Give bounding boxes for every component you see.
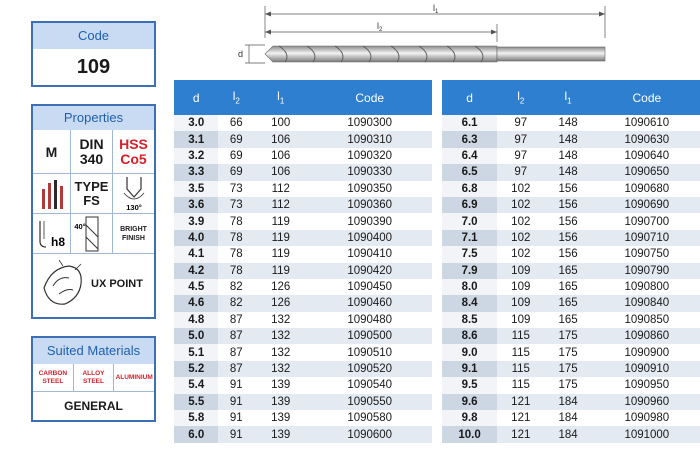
cell-l1: 100 (271, 117, 291, 130)
cell-d: 9.1 (442, 361, 497, 377)
col-code: Code (592, 80, 700, 115)
cell-code: 1090350 (347, 182, 393, 195)
cell-d: 6.0 (174, 426, 218, 442)
table-row (174, 361, 432, 377)
table-row (442, 164, 700, 180)
cell-d: 7.1 (442, 230, 497, 246)
tolerance-icon (34, 215, 70, 253)
table-row (174, 328, 432, 344)
table-row (174, 295, 432, 311)
cell-d: 5.2 (174, 361, 218, 377)
drill-drawing (235, 2, 615, 74)
table-row (442, 426, 700, 442)
cell-code: 1090300 (347, 117, 393, 130)
cell-l2: 109 (511, 313, 531, 326)
cell-code: 1090610 (624, 117, 670, 130)
finish-cell (113, 214, 154, 254)
cell-l1: 132 (271, 313, 291, 326)
helix-angle-cell (71, 214, 113, 254)
cell-d: 3.0 (174, 115, 218, 131)
cell-l2: 109 (497, 295, 544, 311)
cell-code: 1090950 (624, 379, 670, 392)
cell-l2: 66 (229, 117, 243, 130)
cell-l2: 115 (511, 346, 530, 359)
cell-d: 10.0 (442, 426, 497, 442)
cell-l2: 109 (497, 263, 544, 279)
cell-l1: 184 (544, 394, 591, 410)
cell-l2: 87 (218, 361, 254, 377)
table-row (442, 410, 700, 426)
cell-l1: 156 (558, 182, 578, 195)
cell-d: 5.8 (174, 410, 218, 426)
cell-d: 4.1 (174, 246, 218, 262)
col-l2-letter: l (517, 89, 520, 104)
cell-code: 1090600 (307, 426, 432, 442)
cell-l1: 119 (271, 215, 290, 228)
cell-d: 3.1 (174, 131, 218, 147)
cell-code: 1090850 (624, 313, 670, 326)
cell-code: 1090480 (347, 313, 393, 326)
size-table-right (442, 80, 700, 443)
cell-code: 1090580 (347, 412, 393, 425)
table-row (442, 181, 700, 197)
cell-d: 6.3 (442, 131, 497, 147)
table-row (442, 197, 700, 213)
cell-d: 3.9 (174, 213, 218, 229)
table-row (174, 230, 432, 246)
l1-letter: l (433, 3, 435, 13)
cell-l1: 175 (544, 328, 591, 344)
cell-l1: 156 (558, 215, 578, 228)
cell-l2: 115 (497, 328, 544, 344)
col-code: Code (307, 80, 432, 115)
table-row (442, 148, 700, 164)
col-d: d (174, 80, 218, 115)
cell-d: 6.5 (442, 164, 497, 180)
table-row (442, 361, 700, 377)
cell-d: 3.6 (174, 197, 218, 213)
col-l1-sub: 1 (567, 96, 572, 106)
cell-l1: 126 (271, 281, 291, 294)
cell-l2: 78 (229, 215, 243, 228)
table-header-row (174, 80, 432, 115)
cobalt-label: Co5 (120, 150, 147, 167)
din-cell (71, 130, 113, 174)
cell-d: 5.0 (174, 328, 218, 344)
cell-d: 7.9 (442, 263, 497, 279)
material-cell (33, 130, 71, 174)
table-row (442, 115, 700, 131)
cell-l2: 102 (511, 248, 531, 261)
materials-row (33, 364, 154, 392)
size-table-left (174, 80, 432, 443)
cell-code: 1090750 (624, 248, 670, 261)
cell-l2: 102 (497, 197, 544, 213)
cell-d: 9.5 (442, 377, 497, 393)
cell-d: 7.5 (442, 246, 497, 262)
cell-l2: 91 (229, 412, 243, 425)
cell-code: 1090630 (592, 131, 700, 147)
cell-code: 1090360 (307, 197, 432, 213)
table-row (174, 197, 432, 213)
cell-l1: 106 (254, 164, 307, 180)
cell-code: 1090800 (624, 281, 670, 294)
cell-d: 6.1 (442, 115, 497, 131)
cell-l2: 97 (514, 117, 528, 130)
point-angle-icon (115, 175, 153, 213)
table-row (174, 377, 432, 393)
col-l1 (254, 80, 307, 115)
cell-l1: 119 (271, 248, 290, 261)
cell-code: 1090540 (347, 379, 393, 392)
table-row (174, 263, 432, 279)
cell-d: 3.3 (174, 164, 218, 180)
type-value: FS (83, 192, 100, 208)
cell-l2: 87 (229, 313, 243, 326)
cell-d: 4.0 (174, 230, 218, 246)
cell-l1: 165 (544, 295, 591, 311)
cell-l2: 102 (497, 230, 544, 246)
cell-l2: 73 (229, 182, 243, 195)
table-row (174, 312, 432, 328)
properties-grid (33, 130, 154, 317)
material-carbon: CARBON (38, 369, 68, 377)
cell-l1: 139 (271, 412, 291, 425)
suited-materials-header: Suited Materials (33, 338, 154, 364)
table-row (174, 410, 432, 426)
col-l1-sub: 1 (279, 96, 285, 106)
cell-code: 1090980 (624, 412, 670, 425)
material-alloy-steel (74, 364, 115, 391)
table-row (442, 279, 700, 295)
cell-code: 1090700 (624, 215, 670, 228)
cell-l2: 78 (229, 248, 243, 261)
cell-l1: 112 (271, 182, 290, 195)
cell-code: 1090450 (347, 281, 393, 294)
cell-d: 8.5 (442, 312, 497, 328)
cell-l1: 148 (558, 149, 578, 162)
cell-l1: 139 (254, 426, 307, 442)
product-code: 109 (76, 56, 111, 78)
col-l2-sub: 2 (519, 96, 525, 106)
l2-sub: 2 (379, 27, 383, 33)
ux-point-icon (39, 258, 89, 314)
properties-header: Properties (33, 106, 154, 130)
table-row (442, 246, 700, 262)
cell-l2: 82 (218, 295, 254, 311)
cell-l2: 78 (218, 263, 254, 279)
cell-d: 3.2 (174, 148, 218, 164)
cell-l1: 148 (544, 131, 591, 147)
cell-l1: 148 (558, 117, 578, 130)
cell-l1: 156 (544, 197, 591, 213)
cell-code: 1090680 (624, 182, 670, 195)
cell-l1: 139 (254, 394, 307, 410)
cell-d: 4.2 (174, 263, 218, 279)
table-row (174, 344, 432, 360)
material-label: M (45, 143, 58, 160)
cell-l2: 69 (218, 164, 254, 180)
cell-l1: 132 (271, 346, 291, 359)
cell-l1: 148 (544, 164, 591, 180)
tolerance-text: h8 (50, 234, 65, 249)
cell-l1: 184 (544, 426, 591, 442)
drill-lengths-icon (33, 174, 71, 214)
helix-angle-icon (72, 215, 112, 253)
cell-d: 6.9 (442, 197, 497, 213)
cell-code: 1090500 (307, 328, 432, 344)
din-label: DIN (79, 135, 104, 152)
cell-code: 1090460 (307, 295, 432, 311)
cell-code: 1090900 (624, 346, 670, 359)
table-row (174, 394, 432, 410)
cell-l2: 97 (497, 164, 544, 180)
material-aluminium-label: ALUMINIUM (115, 373, 153, 381)
hss-label: HSS (119, 135, 148, 152)
cell-l2: 121 (511, 412, 531, 425)
cell-l2: 69 (229, 149, 243, 162)
col-l1-letter: l (564, 89, 568, 104)
cell-d: 7.0 (442, 213, 497, 229)
cell-d: 9.6 (442, 394, 497, 410)
cell-l1: 106 (254, 131, 307, 147)
point-type-label: UX POINT (91, 278, 143, 290)
table-row (174, 181, 432, 197)
cell-code: 1090910 (592, 361, 700, 377)
l1-label (433, 3, 439, 15)
cell-l2: 121 (497, 394, 544, 410)
cell-d: 4.8 (174, 312, 218, 328)
col-l2-sub: 2 (235, 96, 240, 106)
col-l2 (218, 80, 254, 115)
code-box (31, 21, 156, 87)
table-row (174, 246, 432, 262)
cell-l2: 102 (511, 215, 531, 228)
cell-l1: 106 (271, 149, 291, 162)
cell-l2: 91 (218, 394, 254, 410)
cell-l2: 87 (229, 346, 243, 359)
cell-code: 1090390 (347, 215, 393, 228)
col-l1 (544, 80, 591, 115)
table-row (442, 377, 700, 393)
col-d: d (442, 80, 497, 115)
cell-l1: 126 (254, 295, 307, 311)
cell-l1: 175 (558, 379, 578, 392)
cell-l1: 165 (558, 313, 578, 326)
table-row (442, 263, 700, 279)
code-box-header: Code (33, 23, 154, 49)
cell-l2: 69 (218, 131, 254, 147)
cell-code: 1090520 (307, 361, 432, 377)
cell-l2: 87 (218, 328, 254, 344)
material-alloy: ALLOY (82, 369, 105, 377)
properties-box (31, 104, 156, 319)
cell-d: 9.0 (442, 344, 497, 360)
table-row (442, 213, 700, 229)
cell-code: 1090690 (592, 197, 700, 213)
table-row (174, 279, 432, 295)
table-row (442, 295, 700, 311)
cell-code: 1091000 (592, 426, 700, 442)
finish-label-2: FINISH (122, 234, 145, 242)
cell-d: 8.4 (442, 295, 497, 311)
cell-code: 1090650 (592, 164, 700, 180)
cell-l1: 119 (254, 263, 307, 279)
l2-label (377, 21, 383, 33)
cell-code: 1090320 (347, 149, 393, 162)
cell-d: 9.8 (442, 410, 497, 426)
cell-code: 1090310 (307, 131, 432, 147)
cell-d: 5.4 (174, 377, 218, 393)
general-label: GENERAL (64, 399, 123, 413)
point-angle-cell (113, 174, 154, 214)
cell-l1: 184 (558, 412, 578, 425)
cell-d: 5.5 (174, 394, 218, 410)
cell-code: 1090410 (347, 248, 393, 261)
material-aluminium (114, 364, 154, 391)
table-row (174, 148, 432, 164)
cell-l2: 78 (218, 230, 254, 246)
cell-code: 1090550 (307, 394, 432, 410)
cell-l2: 73 (218, 197, 254, 213)
table-row (442, 312, 700, 328)
cell-d: 8.0 (442, 279, 497, 295)
cell-l2: 121 (497, 426, 544, 442)
point-angle-text: 130° (125, 202, 142, 212)
hss-cell (113, 130, 154, 174)
table-header-row (442, 80, 700, 115)
cell-d: 3.5 (174, 181, 218, 197)
cell-code: 1090710 (592, 230, 700, 246)
table-row (174, 115, 432, 131)
col-l2-letter: l (232, 89, 236, 104)
suited-materials-box (31, 336, 156, 422)
cell-code: 1090510 (347, 346, 393, 359)
table-row (442, 131, 700, 147)
cell-l1: 165 (558, 281, 578, 294)
table-row (174, 164, 432, 180)
cell-code: 1090790 (592, 263, 700, 279)
cell-l2: 97 (514, 149, 528, 162)
cell-l1: 112 (254, 197, 307, 213)
finish-label: BRIGHT (120, 225, 147, 233)
table-row (442, 394, 700, 410)
cell-d: 8.6 (442, 328, 497, 344)
table-row (442, 230, 700, 246)
cell-code: 1090960 (592, 394, 700, 410)
cell-l1: 132 (254, 361, 307, 377)
cell-d: 4.5 (174, 279, 218, 295)
cell-l1: 175 (544, 361, 591, 377)
cell-code: 1090400 (307, 230, 432, 246)
cell-l1: 175 (558, 346, 578, 359)
l2-letter: l (377, 21, 379, 31)
cell-l2: 102 (511, 182, 531, 195)
material-alloy-steel-word: STEEL (83, 377, 104, 385)
material-carbon-steel-word: STEEL (42, 377, 64, 385)
cell-l1: 132 (254, 328, 307, 344)
cell-l1: 165 (544, 263, 591, 279)
cell-l1: 119 (254, 230, 307, 246)
table-row (442, 328, 700, 344)
cell-l2: 82 (229, 281, 243, 294)
cell-l1: 139 (271, 379, 291, 392)
cell-l2: 115 (497, 361, 544, 377)
cell-code: 1090420 (307, 263, 432, 279)
cell-d: 5.1 (174, 344, 218, 360)
d-label: d (238, 49, 244, 59)
cell-l1: 156 (544, 230, 591, 246)
cell-code: 1090330 (307, 164, 432, 180)
table-row (174, 131, 432, 147)
l1-sub: 1 (435, 9, 439, 15)
table-row (174, 213, 432, 229)
cell-code: 1090860 (592, 328, 700, 344)
cell-code: 1090640 (624, 149, 670, 162)
type-label: TYPE (74, 178, 109, 194)
helix-angle-text: 40° (73, 221, 86, 231)
cell-d: 4.6 (174, 295, 218, 311)
cell-l2: 91 (218, 426, 254, 442)
cell-l2: 97 (497, 131, 544, 147)
table-row (442, 344, 700, 360)
cell-l2: 91 (229, 379, 243, 392)
cell-d: 6.4 (442, 148, 497, 164)
col-l1-letter: l (277, 89, 280, 104)
cell-l2: 115 (511, 379, 530, 392)
tolerance-cell (33, 214, 71, 254)
cell-d: 6.8 (442, 181, 497, 197)
point-type-cell (33, 254, 154, 317)
col-l2 (497, 80, 544, 115)
material-carbon-steel (33, 364, 74, 391)
din-number: 340 (79, 150, 104, 167)
cell-code: 1090840 (592, 295, 700, 311)
table-row (174, 426, 432, 442)
cell-l1: 156 (558, 248, 578, 261)
type-cell (71, 174, 113, 214)
cell-l2: 109 (511, 281, 531, 294)
